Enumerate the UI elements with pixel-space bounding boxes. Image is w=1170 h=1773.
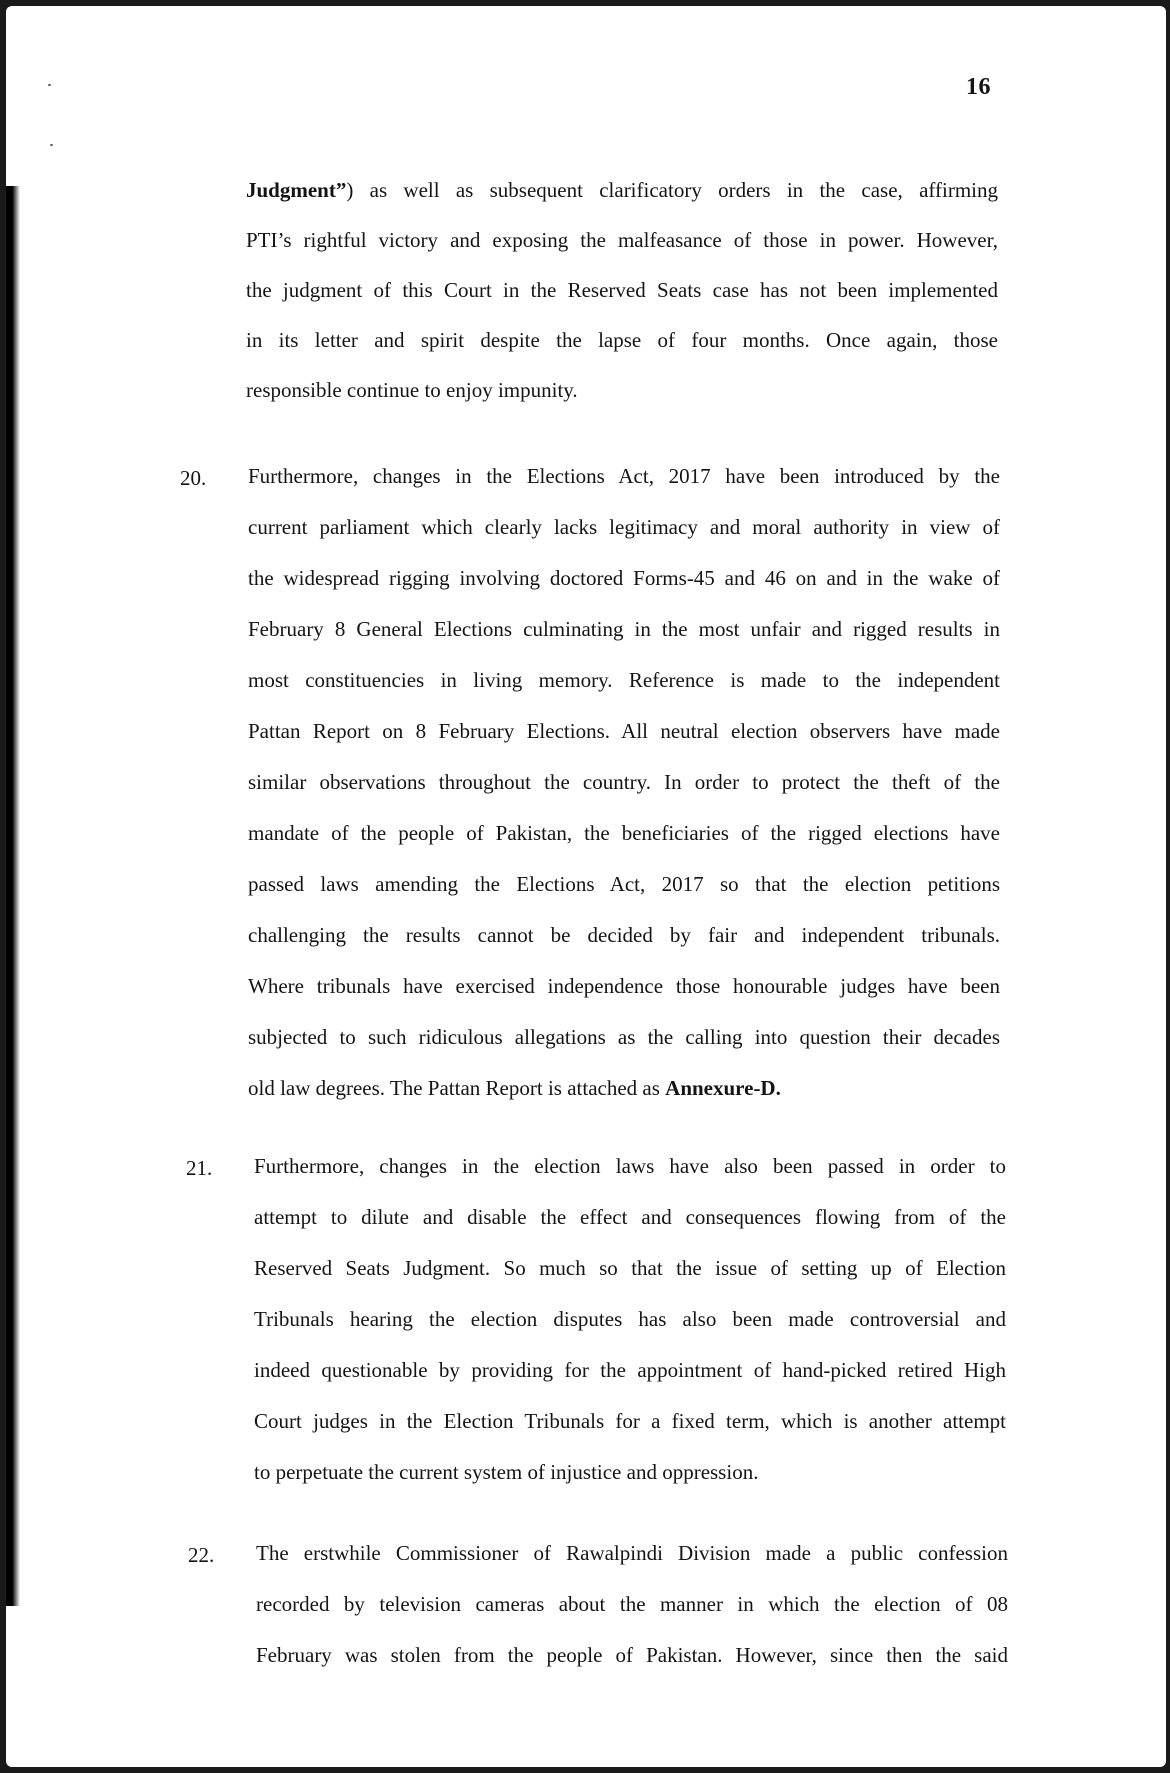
page-number: 16	[966, 74, 991, 100]
scan-speck	[48, 84, 51, 86]
text-line: passed laws amending the Elections Act, 2017 so that the election petitions	[248, 872, 1000, 896]
text-line: Court judges in the Election Tribunals for a fixed term, which is another attempt	[254, 1409, 1006, 1433]
paragraph-number: 21.	[186, 1156, 213, 1180]
text-line: challenging the results cannot be decided by fair and independent tribunals.	[248, 923, 1000, 947]
paragraph-number: 22.	[188, 1543, 215, 1567]
text-line: Judgment”) as well as subsequent clarificatory orders in the case, affirming	[246, 178, 998, 202]
scan-speck	[50, 144, 53, 146]
text-line: to perpetuate the current system of injustice and oppression.	[254, 1460, 759, 1484]
text-line: current parliament which clearly lacks legitimacy and moral authority in view of	[248, 515, 1000, 539]
paragraph-number: 20.	[180, 466, 207, 490]
text-line: old law degrees. The Pattan Report is attached as Annexure-D.	[248, 1076, 781, 1100]
text-line: in its letter and spirit despite the lapse of four months. Once again, those	[246, 328, 998, 352]
text-line: mandate of the people of Pakistan, the beneficiaries of the rigged elections have	[248, 821, 1000, 845]
text-line: February 8 General Elections culminating in the most unfair and rigged results in	[248, 617, 1000, 641]
text-line: Where tribunals have exercised independence those honourable judges have been	[248, 974, 1000, 998]
document-page	[6, 6, 1166, 1767]
text-line: the widespread rigging involving doctored Forms-45 and 46 on and in the wake of	[248, 566, 1000, 590]
text-line: Furthermore, changes in the election laws have also been passed in order to	[254, 1154, 1006, 1178]
text-line: PTI’s rightful victory and exposing the malfeasance of those in power. However,	[246, 228, 998, 252]
text-line: February was stolen from the people of Pakistan. However, since then the said	[256, 1643, 1008, 1667]
text-line: Reserved Seats Judgment. So much so that the issue of setting up of Election	[254, 1256, 1006, 1280]
text-line: subjected to such ridiculous allegations as the calling into question their decades	[248, 1025, 1000, 1049]
annexure-reference: Annexure-D.	[665, 1076, 781, 1100]
text-line: responsible continue to enjoy impunity.	[246, 378, 578, 402]
text-line: most constituencies in living memory. Reference is made to the independent	[248, 668, 1000, 692]
text-line: recorded by television cameras about the manner in which the election of 08	[256, 1592, 1008, 1616]
scan-edge-shadow	[6, 186, 20, 1606]
text-line: the judgment of this Court in the Reserved Seats case has not been implemented	[246, 278, 998, 302]
text-line: Furthermore, changes in the Elections Act, 2017 have been introduced by the	[248, 464, 1000, 488]
text-line: attempt to dilute and disable the effect and consequences flowing from of the	[254, 1205, 1006, 1229]
text-line: The erstwhile Commissioner of Rawalpindi Division made a public confession	[256, 1541, 1008, 1565]
text-line: Pattan Report on 8 February Elections. All neutral election observers have made	[248, 719, 1000, 743]
text-line: similar observations throughout the country. In order to protect the theft of the	[248, 770, 1000, 794]
bold-term: Judgment”	[246, 178, 347, 202]
text-line: Tribunals hearing the election disputes has also been made controversial and	[254, 1307, 1006, 1331]
text-line: indeed questionable by providing for the appointment of hand-picked retired High	[254, 1358, 1006, 1382]
